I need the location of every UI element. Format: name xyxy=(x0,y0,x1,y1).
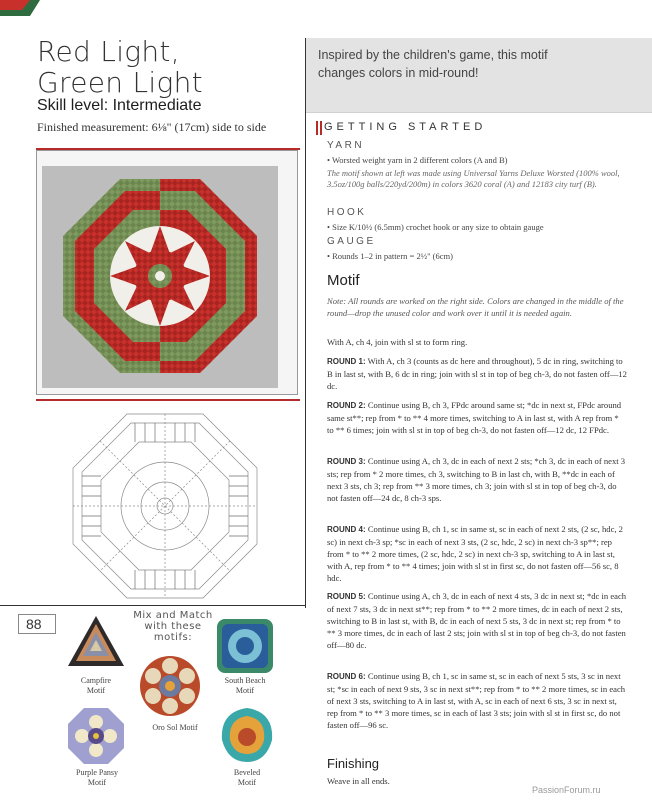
gauge-item: • Rounds 1–2 in pattern = 2½" (6cm) xyxy=(327,251,453,261)
round-3 xyxy=(327,455,627,504)
beveled-label-2: Motif xyxy=(237,778,257,787)
mini-label xyxy=(210,676,280,696)
round-text: Continue using B, ch 1, sc in same st, sc in each of next 2 sts, (2 sc, hdc, 2 sc) in next ch-3 sp; *sc in each of next 3 sts, (2 sc, hdc, 2 sc) in next ch-3 sp**; rep from * to ** 2 more times, (2 sc, hdc, 2 sc) in next ch-3 sp, switching to A in last st, with A, rep from * to ** 4 times; join with sl st in first sc, do not fasten off—56 sc, 8 hdc. xyxy=(327,524,623,583)
purple-pansy-label-1: Purple Pansy xyxy=(76,768,118,777)
motif-start: With A, ch 4, join with sl st to form ring. xyxy=(327,337,468,347)
page-number: 88 xyxy=(18,614,56,634)
mini-label xyxy=(62,768,132,788)
skill-level: Skill level: Intermediate xyxy=(37,97,202,114)
hook-item: • Size K/10½ (6.5mm) crochet hook or any size to obtain gauge xyxy=(327,222,544,232)
purple-pansy-label-2: Motif xyxy=(87,778,107,787)
oro-sol-label: Oro Sol Motif xyxy=(152,723,198,732)
round-5 xyxy=(327,590,627,651)
round-4 xyxy=(327,523,627,584)
round-label: ROUND 6: xyxy=(327,672,366,681)
mini-label xyxy=(140,723,210,733)
accent-rule-top xyxy=(36,148,300,150)
south-beach-label-1: South Beach xyxy=(224,676,266,685)
getting-started-title: GETTING STARTED xyxy=(324,121,487,133)
round-label: ROUND 1: xyxy=(327,357,366,366)
campfire-label-1: Campfire xyxy=(80,676,112,685)
title-line-1: Red Light, xyxy=(37,35,180,68)
finishing-text: Weave in all ends. xyxy=(327,776,390,786)
mix-heading-line-3: motifs: xyxy=(153,632,193,643)
round-text: With A, ch 3 (counts as dc here and throughout), 5 dc in ring, switching to B in last st, with B, 6 dc in ring; join with sl st in top of beg ch-3, do not fasten off—12 dc. xyxy=(327,356,627,391)
intro-panel xyxy=(306,38,652,112)
page-title xyxy=(37,36,297,98)
round-label: ROUND 5: xyxy=(327,592,366,601)
round-label: ROUND 2: xyxy=(327,401,366,410)
ticks-icon xyxy=(316,121,322,135)
octagon-motif-image xyxy=(42,166,278,388)
oro-sol-motif-image xyxy=(138,654,202,718)
south-beach-label-2: Motif xyxy=(235,686,255,695)
corner-decoration xyxy=(0,0,40,16)
yarn-note: The motif shown at left was made using Universal Yarns Deluxe Worsted (100% wool, 3.5oz/100g balls/220yd/200m) in colors 3620 coral (A) and 12183 city turf (B). xyxy=(327,168,620,189)
watermark: PassionForum.ru xyxy=(532,785,601,795)
mix-match-heading xyxy=(118,610,228,643)
motif-heading: Motif xyxy=(327,272,360,289)
round-2 xyxy=(327,399,627,436)
title-line-2: Green Light xyxy=(37,66,203,99)
page-divider xyxy=(0,605,306,606)
round-1 xyxy=(327,355,627,392)
finished-measurement: Finished measurement: 6⅛" (17cm) side to side xyxy=(37,120,267,134)
motif-note: Note: All rounds are worked on the right side. Colors are changed in the middle of the round—drop the unused color and work over it until it is needed again. xyxy=(327,296,624,318)
round-text: Continue using A, ch 3, dc in each of next 2 sts; *ch 3, dc in each of next 3 sts; rep from * 2 more times, ch 3, switching to B in last ch, with B, **dc in each of next 3 sts, ch 3; rep from ** 3 more times, ch 3; join with sl st in top of beg ch-3, do not fasten off—24 dc, 8 ch-3 sps. xyxy=(327,456,626,503)
south-beach-motif-image xyxy=(216,618,274,674)
intro-line-2: changes colors in mid-round! xyxy=(318,66,479,80)
mini-label xyxy=(212,768,282,788)
round-label: ROUND 4: xyxy=(327,525,366,534)
motif-photo xyxy=(42,166,278,388)
campfire-motif-image xyxy=(66,614,126,670)
intro-line-1: Inspired by the children's game, this motif xyxy=(318,48,548,62)
round-text: Continue using A, ch 3, dc in each of next 4 sts, 3 dc in next st; *dc in each of next 7 sts, 3 dc in next st**; rep from * to ** 2 more times, dc in each of next 2 sts, switching to B in last st, with B, dc in each of next 5 sts, 3 dc in next st; rep from * to ** 3 more times, dc in each of last 2 sts; join with sl st in top of beg ch-3, do not fasten off—80 dc. xyxy=(327,591,627,650)
mini-label xyxy=(66,676,126,696)
campfire-label-2: Motif xyxy=(86,686,106,695)
round-text: Continue using B, ch 1, sc in same st, sc in each of next 5 sts, 3 sc in next st; *sc in each of next 9 sts, 3 sc in next st**; rep from * to ** 2 more times, sc in each of next 3 sts, switching to A in last st, with A, sc in each of next 6 sts, 3 sc in next st, rep from * to ** 3 more times, sc in each of last 3 sts; join with sl st in first sc, do not fasten off—96 sc. xyxy=(327,671,626,730)
hook-heading: HOOK xyxy=(327,207,367,218)
beveled-label-1: Beveled xyxy=(233,768,261,777)
yarn-heading: YARN xyxy=(327,140,365,151)
accent-rule-bottom xyxy=(36,399,300,401)
gauge-heading: GAUGE xyxy=(327,236,376,247)
round-label: ROUND 3: xyxy=(327,457,366,466)
yarn-item: • Worsted weight yarn in 2 different colors (A and B) xyxy=(327,155,508,165)
round-text: Continue using B, ch 3, FPdc around same st; *dc in next st, FPdc around same st**; rep from * to ** 4 more times, switching to A in last st, with A rep from * to ** 6 times; join with sl st in top of beg ch-3, do not fasten off—12 dc, 12 FPdc. xyxy=(327,400,622,435)
mix-heading-line-1: Mix and Match xyxy=(133,610,213,621)
finishing-heading: Finishing xyxy=(327,756,380,771)
stitch-chart-diagram xyxy=(58,408,273,603)
mix-heading-line-2: with these xyxy=(144,621,202,632)
purple-pansy-motif-image xyxy=(66,706,126,766)
round-6 xyxy=(327,670,627,731)
beveled-motif-image xyxy=(218,706,276,764)
